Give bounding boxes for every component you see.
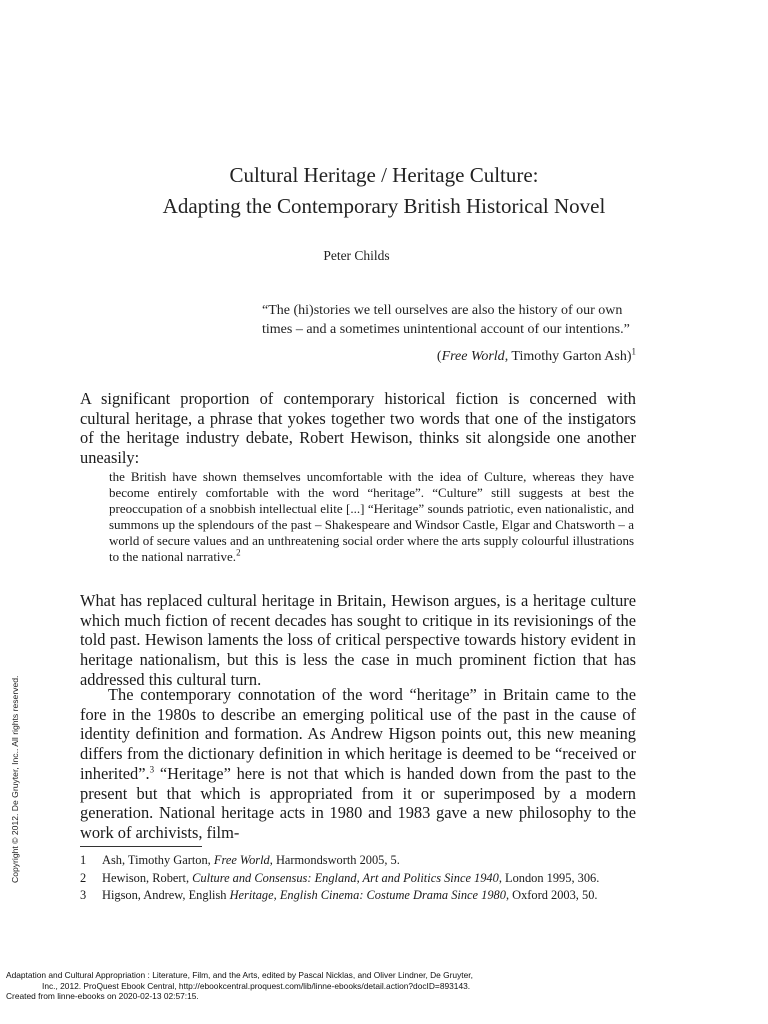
citation-line-1: Adaptation and Cultural Appropriation : Literature, Film, and the Arts, edited by Pascal Nicklas, and Oliver Lindner, De Gruyter, bbox=[6, 970, 473, 980]
footnote-item bbox=[80, 870, 636, 888]
footnote-ref-1: 1 bbox=[631, 346, 636, 357]
paragraph-3-text-a: The contemporary connotation of the word “heritage” in Britain came to the fore in the 1980s to describe an emerging political use of the past in the cause of identity definition and formation. As Andrew Higson points out, this new meaning differs from the dictionary definition in which heritage is deemed to be “received or inherited”. bbox=[80, 685, 636, 783]
epigraph-quote: “The (hi)stories we tell ourselves are also the history of our own times – and a sometimes unintentional account of our intentions.” bbox=[262, 303, 630, 337]
citation-footer bbox=[6, 970, 616, 1002]
block-quote-text: the British have shown themselves uncomfortable with the idea of Culture, whereas they have become entirely comfortable with the word “heritage”. “Culture” still suggests at best the preoccupation of a snobbish intellectual elite [...] “Heritage” sounds patriotic, even nationalistic, and summons up the splendours of the past – Shakespeare and Windsor Castle, Elgar and Chatsworth – a world of secure values and an unthreatening social order where the arts supply colourful illustrations to the national narrative. bbox=[109, 469, 634, 564]
paragraph-3 bbox=[80, 685, 636, 843]
footnote-text bbox=[102, 887, 597, 905]
epigraph-attribution bbox=[262, 348, 636, 367]
chapter-title-line-2: Adapting the Contemporary British Historical Novel bbox=[162, 194, 606, 218]
footnote-post: , Harmondsworth 2005, 5. bbox=[269, 853, 400, 867]
copyright-notice: Copyright © 2012. De Gruyter, Inc.. All rights reserved. bbox=[10, 675, 20, 883]
paragraph-3-text-b: “Heritage” here is not that which is handed down from the past to the present but that which is appropriated from it or superimposed by a modern generation. National heritage acts in 1980 and 1983 gave a new philosophy to the work of archivists, film- bbox=[80, 763, 636, 842]
footnotes bbox=[80, 852, 636, 905]
paragraph-2: What has replaced cultural heritage in Britain, Hewison argues, is a heritage culture which much fiction of recent decades has sought to critique in its revisionings of the told past. Hewison laments the loss of critical perspective towards history evident in heritage nationalism, but this is less the case in much prominent fiction that has addressed this cultural turn. bbox=[80, 591, 636, 689]
footnote-post: , Oxford 2003, 50. bbox=[505, 888, 598, 902]
paragraph-1: A significant proportion of contemporary historical fiction is concerned with cultural heritage, a phrase that yokes together two words that one of the instigators of the heritage industry debate, Robert Hewison, thinks sit alongside one another uneasily: bbox=[80, 389, 636, 468]
footnote-pre: Ash, Timothy Garton, bbox=[102, 853, 214, 867]
citation-line-3: Created from linne-ebooks on 2020-02-13 02:57:15. bbox=[6, 991, 199, 1001]
footnote-title: Culture and Consensus: England, Art and Politics Since 1940 bbox=[192, 870, 499, 885]
author-name: Peter Childs bbox=[323, 248, 390, 263]
attribution-open: ( bbox=[436, 349, 442, 364]
footnote-divider bbox=[80, 846, 202, 847]
footnote-text bbox=[102, 852, 400, 870]
footnote-ref-3: 3 bbox=[149, 764, 155, 775]
footnote-ref-2: 2 bbox=[236, 547, 241, 558]
footnote-number: 1 bbox=[80, 853, 87, 867]
footnote-number: 3 bbox=[80, 888, 87, 902]
footnote-item bbox=[80, 852, 636, 870]
attribution-work: Free World bbox=[441, 349, 505, 364]
block-quote bbox=[109, 469, 634, 565]
footnote-title: Heritage, English Cinema: Costume Drama Since 1980 bbox=[229, 888, 506, 902]
attribution-rest: , Timothy Garton Ash) bbox=[504, 349, 632, 364]
footnote-number: 2 bbox=[80, 870, 87, 885]
footnote-pre: Hewison, Robert, bbox=[102, 870, 193, 885]
footnote-title: Free World bbox=[213, 853, 270, 867]
footnote-post: , London 1995, 306. bbox=[498, 870, 600, 885]
citation-line-2: Inc., 2012. ProQuest Ebook Central, http://ebookcentral.proquest.com/lib/linne-ebooks/detail.action?docID=893143. bbox=[42, 980, 471, 991]
chapter-title-line-1: Cultural Heritage / Heritage Culture: bbox=[229, 163, 539, 187]
footnote-item bbox=[80, 887, 636, 905]
footnote-text bbox=[102, 870, 599, 888]
footnote-pre: Higson, Andrew, English bbox=[102, 888, 230, 902]
